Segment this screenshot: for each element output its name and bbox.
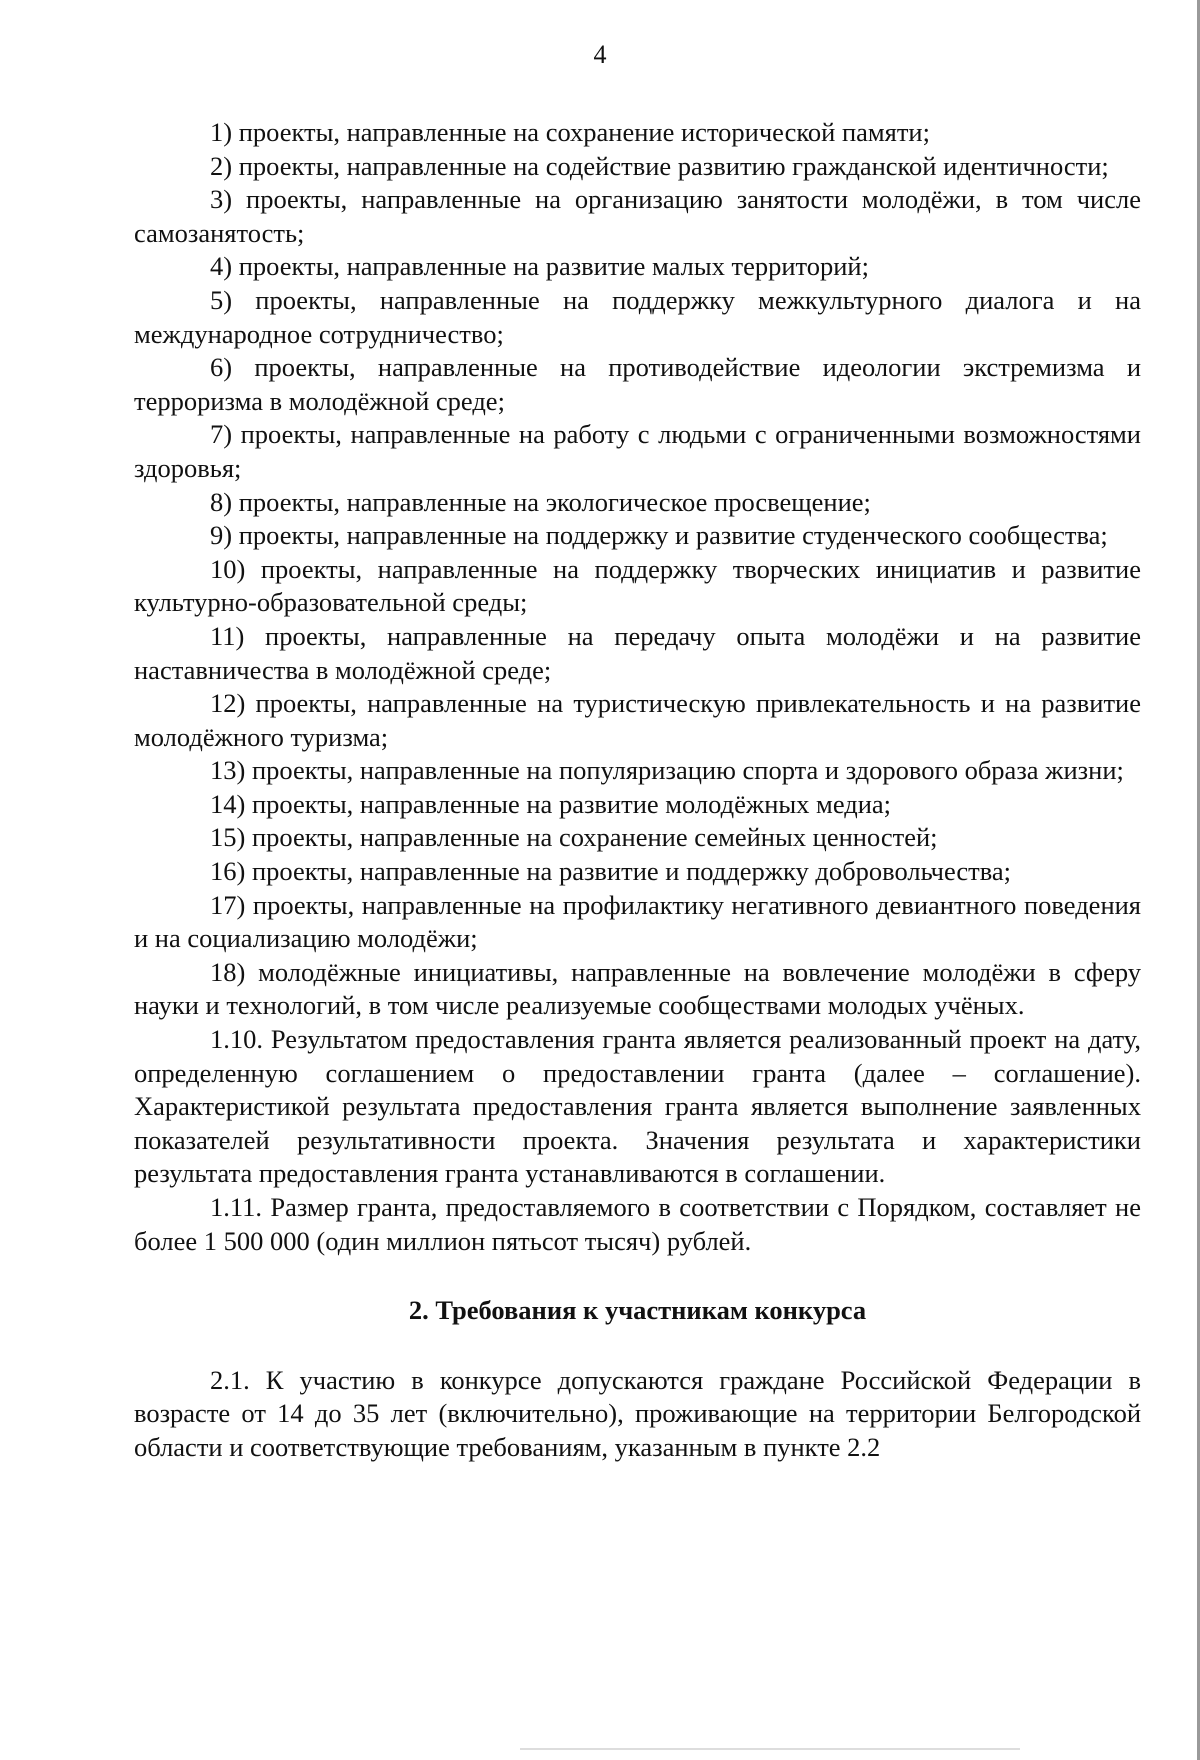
section-paragraph: 2.1. К участию в конкурсе допускаются граждане Российской Федерации в возрасте от 14 до 35 лет (включительно), проживающие на территории Белгородской области и соответствующие требованиям, указанным в пункте 2.2 xyxy=(134,1364,1141,1462)
page-content xyxy=(134,116,1141,1465)
page-number: 4 xyxy=(593,40,607,69)
list-item: 9) проекты, направленные на поддержку и развитие студенческого сообщества; xyxy=(210,520,1108,551)
list-item: 12) проекты, направленные на туристическую привлекательность и на развитие молодёжного туризма; xyxy=(134,688,1141,752)
list-item: 17) проекты, направленные на профилактику негативного девиантного поведения и на социализацию молодёжи; xyxy=(134,889,1141,954)
list-item: 15) проекты, направленные на сохранение семейных ценностей; xyxy=(210,822,938,853)
scan-artifact-line xyxy=(520,1748,1020,1750)
list-item: 16) проекты, направленные на развитие и поддержку добровольчества; xyxy=(210,856,1012,887)
list-item: 4) проекты, направленные на развитие малых территорий; xyxy=(210,251,869,282)
list-item: 11) проекты, направленные на передачу опыта молодёжи и на развитие наставничества в молодёжной среде; xyxy=(134,620,1141,685)
clause-paragraph: 1.11. Размер гранта, предоставляемого в соответствии с Порядком, составляет не более 1 500 000 (один миллион пятьсот тысяч) рублей. xyxy=(134,1192,1141,1256)
list-item: 5) проекты, направленные на поддержку межкультурного диалога и на международное сотрудничество; xyxy=(134,284,1141,349)
list-item: 7) проекты, направленные на работу с людьми с ограниченными возможностями здоровья; xyxy=(134,419,1141,483)
list-item: 13) проекты, направленные на популяризацию спорта и здорового образа жизни; xyxy=(210,755,1124,786)
list-item: 1) проекты, направленные на сохранение исторической памяти; xyxy=(210,117,930,147)
list-item: 2) проекты, направленные на содействие развитию гражданской идентичности; xyxy=(210,150,1109,181)
list-item: 14) проекты, направленные на развитие молодёжных медиа; xyxy=(210,788,892,819)
list-item: 18) молодёжные инициативы, направленные на вовлечение молодёжи в сферу науки и технологий, в том числе реализуемые сообществами молодых учёных. xyxy=(134,956,1141,1021)
list-item: 8) проекты, направленные на экологическое просвещение; xyxy=(210,486,871,517)
list-item: 6) проекты, направленные на противодействие идеологии экстремизма и терроризма в молодёжной среде; xyxy=(134,352,1141,416)
clause-paragraph: 1.10. Результатом предоставления гранта является реализованный проект на дату, определенную соглашением о предоставлении гранта (далее – соглашение). Характеристикой результата предоставления гранта является выполнение заявленных показателей результативности проекта. Значения результата и характеристики результата предоставления гранта устанавливаются в соглашении. xyxy=(134,1024,1141,1189)
section-heading: 2. Требования к участникам конкурса xyxy=(408,1295,867,1326)
list-item: 10) проекты, направленные на поддержку творческих инициатив и развитие культурно-образовательной среды; xyxy=(134,553,1141,618)
list-item: 3) проекты, направленные на организацию занятости молодёжи, в том числе самозанятость; xyxy=(134,184,1141,248)
